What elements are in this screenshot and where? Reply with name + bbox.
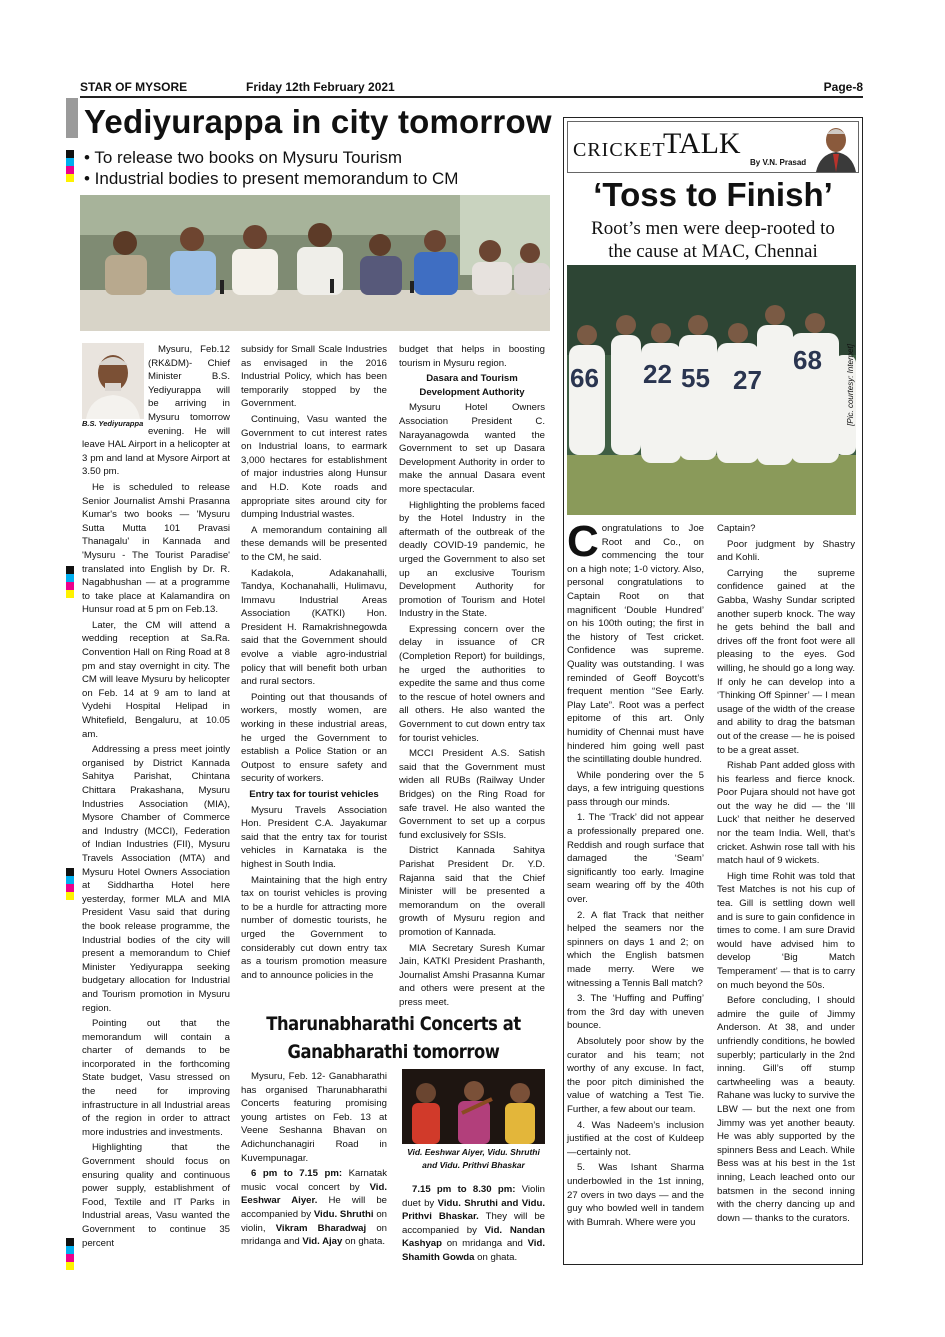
- lead-column-1: [82, 343, 230, 1252]
- lead-column-3: [399, 343, 545, 1012]
- text: He will be accompanied by: [241, 1195, 388, 1220]
- paragraph: MIA Secretary Suresh Kumar Jain, KATKI President Prashanth, Journalist Amshi Prasanna Kumar and others were present at the press meet.: [399, 942, 545, 1008]
- paragraph: Pointing out that thousands of workers, mostly women, are working in these industrial areas, he urged the Government to establish a Police Station or an Outpost to ensure safety and security of workers.: [241, 691, 387, 785]
- yediyurappa-portrait: [82, 343, 144, 433]
- paragraph: Carrying the supreme confidence gained at the Gabba, Washy Sundar scripted another superb knock. The way he gets behind the ball and drives off the front foot were all pleasing to the eyes. God willing, he should go a long way. If only he can develop into a ‘Thinking Off Spinner’ — I mean usage of the width of the crease and ability to drag the batsman out of the crease — he is poised to be a great asset.: [717, 567, 855, 756]
- england-team-photo: [567, 265, 856, 515]
- text: ongratulations to Joe Root and Co., on commencing the tour on a high note; 1-0 victory. Also, personal congratulations to Captain Root on that magnificent ‘Double Hundred’ on his 100th outing; the first in the history of Test cricket. Confidence was supreme. Quality was outstanding. I was reminded of Geoff Boycott’s frequent mention “See Early. Play Late”. Root was a perfect epitome of this art. Only humidity of Chennai must have hindered him going well past the scintillating double hundred.: [567, 523, 704, 766]
- paragraph: Mysuru Travels Association Hon. President C.A. Jayakumar said that the entry tax for tourist vehicles in Karnataka is the highest in South India.: [241, 804, 387, 870]
- column-subtitle: [567, 217, 859, 263]
- column-label-cricket: CRICKET: [573, 139, 666, 161]
- artist: Vidu. Shruthi and Vidu. Prithvi Bhaskar.: [402, 1197, 545, 1223]
- lead-headline: Yediyurappa in city tomorrow: [84, 103, 552, 140]
- masthead: [80, 80, 863, 96]
- paragraph: 1. The ‘Track’ did not appear a professionally prepared one. Reddish and rough surface that damaged the ‘Seam’ significantly too early. Imagine seam wearing off by the 40th over.: [567, 812, 704, 906]
- paragraph: A memorandum containing all these demands will be presented to the CM, he said.: [241, 524, 387, 563]
- lead-bullet: • To release two books on Mysuru Tourism: [84, 148, 403, 167]
- subheading: Dasara and Tourism Development Authority: [419, 373, 525, 398]
- paragraph: Mysuru, Feb.12 (RK&DM)- Chief Minister B.S. Yediyurappa will be arriving in Mysuru tomorrow evening. He will leave HAL Airport in a helicopter at 3 pm and land at Mysore Airport at 3.50 pm.: [82, 344, 230, 478]
- slot-time: 7.15 pm to 8.30 pm:: [412, 1184, 516, 1195]
- jersey-number: 66: [570, 363, 599, 393]
- cricket-column-2: [717, 522, 855, 1227]
- concert-headline: [262, 1010, 524, 1066]
- text: on ghata.: [474, 1251, 518, 1263]
- paragraph: budget that helps in boosting tourism in Mysuru region.: [399, 344, 545, 369]
- paragraph: Kadakola, Adakanahalli, Tandya, Kochanahalli, Hulimavu, Immavu Industrial Areas Association (KATKI) Hon. President H. Ramakrishnegowda said that the Government should evolve a viable agro-industrial policy that will benefit both urban and rural sectors.: [241, 567, 387, 688]
- paragraph: He is scheduled to release Senior Journalist Amshi Prasanna Kumar's two books — 'Mysuru Sutta Mutta 101 Pravasi Thanagalu' in Kannada and 'Mysuru - The Tourist Paradise' translated into English by Dr. R. Nagabhushan — at a programme to take place at Kalamandira on Hunsur road at 5 pm on Feb.13.: [82, 481, 230, 616]
- paragraph: Maintaining that the high entry tax on tourist vehicles is proving to be a hurdle for attracting more number of domestic tourists, he urged the Government to considerably cut down entry tax as a tourism promotion measure and to announce policies in the: [241, 874, 387, 981]
- paragraph: MCCI President A.S. Satish said that the Government must widen all RUBs (Railway Under Bridges) on the Ring Road for safe travel. He also wanted the Government to set up a corpus fund exclusively for SSIs.: [399, 748, 545, 841]
- concert-column-1: [241, 1070, 387, 1251]
- paragraph: District Kannada Sahitya Parishat President Dr. Y.D. Rajanna said that the Chief Minister will be presented a memorandum on the overall growth of Mysuru region and promotion of Kannada.: [399, 845, 545, 938]
- artist: Vikram Bharadwaj: [275, 1222, 367, 1234]
- paragraph: Later, the CM will attend a wedding reception at Sa.Ra. Convention Hall on Ring Road at 8 pm and stay overnight in city. The CM will leave Mysuru by helicopter on Feb. 14 at 9 am to land at Vydehi Hospital Helipad in Whitefield, Bengaluru, at 10.05 am.: [82, 619, 230, 740]
- text: on mridanga and: [442, 1238, 528, 1250]
- paragraph: 5. Was Ishant Sharma underbowled in the 1st inning, 27 overs in two days — and the guy who bowled well in tandem with Bumrah. Where were you: [567, 1162, 704, 1228]
- paragraph: Mysuru Hotel Owners Association President C. Narayanagowda wanted the Government to set up Dasara Development Authority in order to make the annual Dasara event more spectacular.: [399, 402, 545, 495]
- paragraph: Pointing out that the memorandum will contain a charter of demands to be incorporated in the forthcoming State budget, Vasu stressed on the need for improving infrastructure in all Industrial areas of the region in order to attract more industries and investments.: [82, 1018, 230, 1138]
- paragraph: Addressing a press meet jointly organised by District Kannada Sahitya Parishat, Chintana Chittara Prakashana, Mysuru Industries Association (MIA), Mysore Chamber of Commerce and Industry (MCCI), Federation of Indian Industries (FII), Mysuru Travels Association (MTA) and Mysuru Hotel Owners Association at Siddhartha Hotel here yesterday, former MLA and MIA President Vasu said that during the book release programme, the Industrial bodies of the city will present a memorandum to Chief Minister Yediyurappa seeking budgetary allocation for Industrial and Tourism promotion in Mysuru region.: [82, 744, 230, 1014]
- paragraph: Poor judgment by Shastry and Kohli.: [717, 538, 855, 564]
- paragraph: 3. The ‘Huffing and Puffing’ from the 3rd day with uneven bounce.: [567, 993, 704, 1032]
- slot-time: 6 pm to 7.15 pm:: [251, 1168, 343, 1180]
- text: Karnatak music vocal concert by: [241, 1168, 387, 1193]
- paragraph: Highlighting the problems faced by the Hotel Industry in the aftermath of the outbreak of the deadly COVID-19 pandemic, he urged the Government to also set up an exclusive Tourism Development Authority for promotion of Tourism and Hotel Industry in the State.: [399, 499, 545, 620]
- portrait-caption: B.S. Yediyurappa: [82, 419, 144, 428]
- cmyk-registration-mark: [66, 566, 74, 598]
- column-label-talk: TALK: [663, 127, 741, 160]
- column-title: ‘Toss to Finish’: [593, 176, 833, 213]
- text: on violin,: [241, 1208, 387, 1234]
- paragraph: [567, 517, 704, 767]
- jersey-number: 68: [793, 345, 822, 375]
- musicians-caption: Vid. Eeshwar Aiyer, Vidu. Shruthi and Vidu. Prithvi Bhaskar: [407, 1147, 540, 1170]
- paper-name: STAR OF MYSORE: [80, 80, 188, 94]
- text: Violin duet by: [402, 1184, 545, 1209]
- drop-cap: C: [567, 517, 599, 566]
- artist: Vid. Nandan Kashyap: [402, 1224, 546, 1250]
- text: They will be accompanied by: [402, 1211, 545, 1236]
- print-margin-bar: [66, 98, 78, 138]
- cricket-column-1: [567, 517, 704, 1231]
- lead-column-2: [241, 343, 387, 984]
- paragraph: 2. A flat Track that neither helped the seamers nor the spinners on days 1 and 2; on which the English batsmen made merry. Were we witnessing a Tennis Ball match?: [567, 909, 704, 989]
- musicians-photo: [402, 1069, 545, 1144]
- issue-date: Friday 12th February 2021: [246, 80, 395, 94]
- cmyk-registration-mark: [66, 150, 74, 182]
- page-number: Page-8: [823, 80, 863, 94]
- artist: Vidu. Shruthi: [313, 1208, 374, 1220]
- paragraph: Highlighting that the Government should focus on ensuring quality and continuous power supply, establishment of Food, Textile and IT Parks in Industrial areas, Vasu wanted the Government to continue 35 percent: [82, 1142, 230, 1249]
- text: on ghata.: [342, 1236, 386, 1248]
- paragraph: Continuing, Vasu wanted the Government to cut interest rates on Industrial loans, to earmark 3,000 hectares for establishment of major industries along Hunsur and H.D. Kote roads and appropriate sites around city for dumping Industrial wastes.: [241, 413, 387, 521]
- photo-courtesy: [Pic. courtesy: Internet]: [846, 344, 855, 426]
- paragraph: subsidy for Small Scale Industries as envisaged in the 2016 Industrial Policy, which has been temporarily stopped by the Government.: [241, 344, 387, 410]
- press-meet-photo: [80, 195, 550, 331]
- jersey-number: 55: [681, 363, 710, 393]
- paragraph: While pondering over the 5 days, a few intriguing questions pass through our minds.: [567, 769, 704, 808]
- cmyk-registration-mark: [66, 868, 74, 900]
- paragraph: High time Rohit was told that Test Matches is not his cup of tea. Gill is settling down well and is sure to gain confidence in times to come. I am sure Dravid would have advised him to develop ‘Big Match Temperament’ — that is to carry on much beyond the 50s.: [717, 870, 855, 991]
- artist: Vid. Ajay: [302, 1236, 343, 1248]
- concert-slot-1: [241, 1167, 387, 1249]
- paragraph: 4. Was Nadeem’s inclusion justified at the cost of Kuldeep —certainly not.: [567, 1119, 704, 1158]
- concert-column-2: [402, 1183, 545, 1267]
- lead-bullet: • Industrial bodies to present memorandum to CM: [84, 169, 459, 188]
- concert-headline-line: Ganabharathi tomorrow: [287, 1041, 500, 1063]
- text: on mridanga and: [241, 1222, 388, 1248]
- byline: By V.N. Prasad: [750, 158, 807, 167]
- subtitle-line: the cause at MAC, Chennai: [608, 241, 818, 262]
- columnist-photo: [814, 122, 858, 172]
- paragraph: Captain?: [717, 523, 756, 534]
- paragraph: Expressing concern over the delay in issuance of CR (Completion Report) for buildings, he urged the authorities to expedite the same and thus come to the rescue of hotel owners and all others. He also wanted the Government to cut down entry tax for tourist vehicles.: [399, 623, 545, 744]
- subtitle-line: Root’s men were deep-rooted to: [591, 218, 835, 239]
- cmyk-registration-mark: [66, 1238, 74, 1270]
- artist: Vid. Shamith Gowda: [402, 1238, 545, 1263]
- paragraph: Mysuru, Feb. 12- Ganabharathi has organised Tharunabharathi Concerts featuring promising young artistes on Feb. 13 at Veene Seshanna Bhavan on Adichunchanagiri Road in Kuvempunagar.: [241, 1071, 387, 1164]
- jersey-number: 27: [733, 365, 762, 395]
- concert-slot-2: [402, 1183, 545, 1265]
- paragraph: Absolutely poor show by the curator and his team; not worthy of any excuse. In fact, the poor pitch diminished the value of watching a Test Tie. Further, a few about our team.: [567, 1035, 704, 1115]
- artist: Vid. Eeshwar Aiyer.: [241, 1181, 387, 1207]
- paragraph: Before concluding, I should admire the guile of Jimmy Anderson. At 38, and under unfriendly conditions, he bowled superbly; particularly in the 2nd inning. Gill’s off stump cartwheeling was a beauty. Rahane was lucky to survive the LBW — but the next one from Jimmy was yet another beauty. He was ably supported by the spinners Bess and Leach. While Bess was at his best in the 1st inning, Leach leached onto our batsmen in the second inning with the cherry dancing up and down — thanks to the curators.: [717, 995, 855, 1224]
- jersey-number: 22: [643, 359, 672, 389]
- masthead-rule: [80, 96, 863, 98]
- concert-headline-line: Tharunabharathi Concerts at: [266, 1013, 521, 1035]
- subheading: Entry tax for tourist vehicles: [249, 789, 379, 800]
- paragraph: Rishab Pant added gloss with his fearless and fierce knock. Poor Pujara should not have got out the way he did — the ‘Ill Luck’ that neither he deserved nor the team India. Well, that’s cricket. Ashwin rose tall with his match haul of 9 wickets.: [717, 760, 855, 867]
